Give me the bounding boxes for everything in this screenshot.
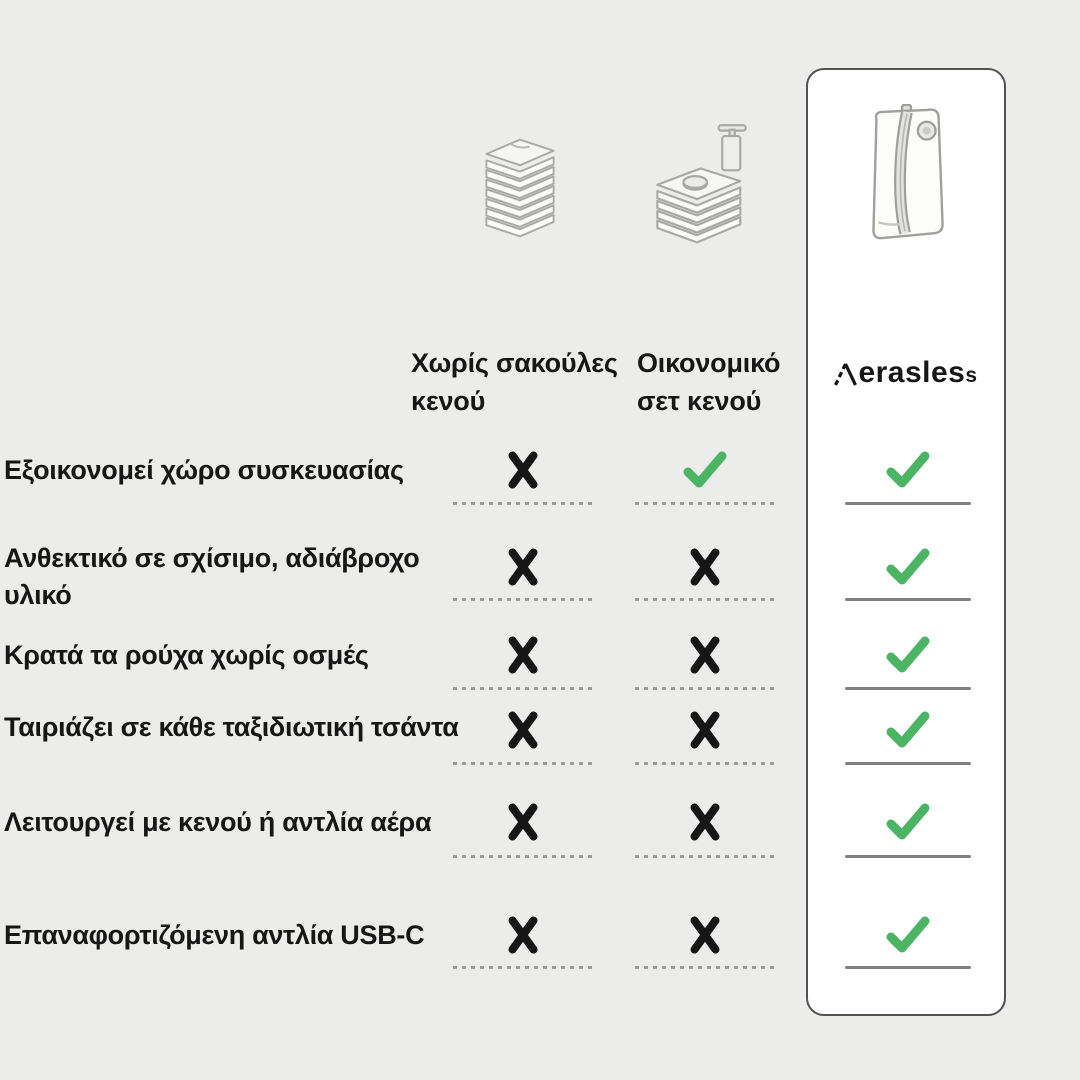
mark-cell	[884, 798, 932, 846]
dotted-divider	[453, 502, 593, 505]
cross-icon	[687, 709, 723, 751]
dotted-divider	[635, 762, 775, 765]
mark-cell	[681, 631, 729, 679]
check-icon	[884, 915, 932, 955]
dotted-divider	[453, 687, 593, 690]
check-icon	[884, 547, 932, 587]
folded-clothes-stack-icon	[466, 130, 574, 242]
cross-icon	[505, 914, 541, 956]
cross-icon	[687, 914, 723, 956]
mark-cell	[884, 911, 932, 959]
stylized-a-glyph	[834, 362, 857, 386]
mark-cell	[499, 631, 547, 679]
aerasless-logo	[806, 356, 1006, 390]
dotted-divider	[453, 762, 593, 765]
mark-cell	[884, 631, 932, 679]
mark-cell	[681, 911, 729, 959]
mark-cell	[884, 706, 932, 754]
mark-cell	[681, 543, 729, 591]
feature-row-3-label: Κρατά τα ρούχα χωρίς οσμές	[4, 640, 369, 670]
mark-cell	[681, 446, 729, 494]
mark-cell	[499, 543, 547, 591]
mark-cell	[681, 706, 729, 754]
vacuum-bag-pump-set-icon	[642, 118, 752, 246]
mark-cell	[499, 911, 547, 959]
dotted-divider	[635, 598, 775, 601]
logo-text-main: erasles	[858, 356, 966, 389]
cross-icon	[505, 546, 541, 588]
feature-row-1-label: Εξοικονομεί χώρο συσκευασίας	[4, 455, 404, 485]
column-header-economy-vacuum-set: Οικονομικό σετ κενού	[637, 348, 781, 416]
aerasless-compression-bag-icon	[860, 104, 954, 246]
dotted-divider	[635, 855, 775, 858]
solid-divider	[845, 687, 971, 690]
dotted-divider	[453, 966, 593, 969]
solid-divider	[845, 762, 971, 765]
solid-divider	[845, 855, 971, 858]
mark-cell	[681, 798, 729, 846]
solid-divider	[845, 966, 971, 969]
cross-icon	[505, 449, 541, 491]
dotted-divider	[635, 966, 775, 969]
mark-cell	[499, 446, 547, 494]
mark-cell	[884, 446, 932, 494]
dotted-divider	[453, 598, 593, 601]
check-icon	[884, 635, 932, 675]
cross-icon	[505, 634, 541, 676]
mark-cell	[499, 706, 547, 754]
mark-cell	[884, 543, 932, 591]
dotted-divider	[635, 687, 775, 690]
check-icon	[681, 450, 729, 490]
check-icon	[884, 450, 932, 490]
logo-text-small-s: s	[965, 364, 978, 387]
feature-row-4-label: Ταιριάζει σε κάθε ταξιδιωτική τσάντα	[4, 712, 459, 742]
column-header-no-vacuum-bags: Χωρίς σακούλες κενού	[411, 348, 618, 416]
check-icon	[884, 802, 932, 842]
cross-icon	[505, 801, 541, 843]
mark-cell	[499, 798, 547, 846]
check-icon	[884, 710, 932, 750]
feature-row-6-label: Επαναφορτιζόμενη αντλία USB-C	[4, 920, 425, 950]
cross-icon	[687, 634, 723, 676]
dotted-divider	[453, 855, 593, 858]
feature-row-5-label: Λειτουργεί με κενού ή αντλία αέρα	[4, 807, 432, 837]
feature-row-2-label: Ανθεκτικό σε σχίσιμο, αδιάβροχο υλικό	[4, 543, 420, 610]
cross-icon	[505, 709, 541, 751]
cross-icon	[687, 546, 723, 588]
solid-divider	[845, 598, 971, 601]
cross-icon	[687, 801, 723, 843]
solid-divider	[845, 502, 971, 505]
dotted-divider	[635, 502, 775, 505]
